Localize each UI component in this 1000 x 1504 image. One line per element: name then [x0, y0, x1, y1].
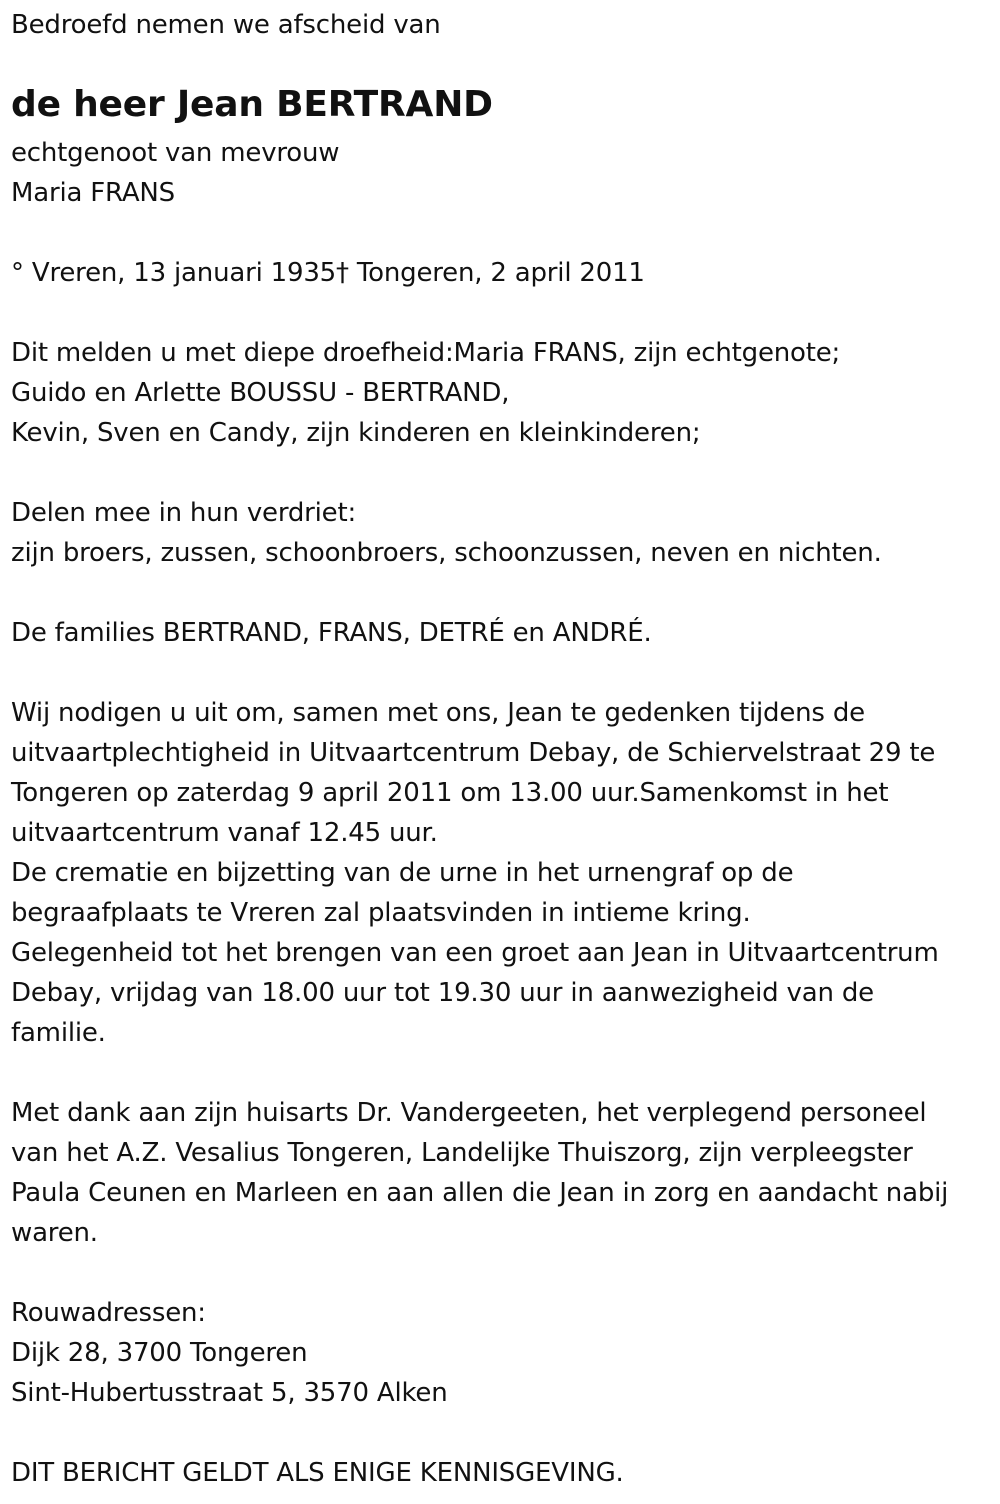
- sharing-line: zijn broers, zussen, schoonbroers, schoonzussen, neven en nichten.: [11, 538, 882, 568]
- family-block: [11, 333, 840, 453]
- addresses-block: [11, 1293, 448, 1413]
- ceremony-block: [11, 693, 939, 1053]
- ceremony-line: Gelegenheid tot het brengen van een groet aan Jean in Uitvaartcentrum: [11, 938, 939, 968]
- address-line: Dijk 28, 3700 Tongeren: [11, 1338, 308, 1368]
- ceremony-line: uitvaartplechtigheid in Uitvaartcentrum Debay, de Schiervelstraat 29 te: [11, 738, 936, 768]
- spouse-line: echtgenoot van mevrouw: [11, 138, 340, 168]
- birth-death-dates: ° Vreren, 13 januari 1935† Tongeren, 2 april 2011: [11, 258, 645, 288]
- ceremony-line: begraafplaats te Vreren zal plaatsvinden in intieme kring.: [11, 898, 751, 928]
- notice-text: DIT BERICHT GELDT ALS ENIGE KENNISGEVING.: [11, 1458, 624, 1488]
- thanks-line: van het A.Z. Vesalius Tongeren, Landelijke Thuiszorg, zijn verpleegster: [11, 1138, 913, 1168]
- family-line: Dit melden u met diepe droefheid:Maria FRANS, zijn echtgenote;: [11, 338, 841, 368]
- addresses-heading: Rouwadressen:: [11, 1298, 206, 1328]
- ceremony-line: Debay, vrijdag van 18.00 uur tot 19.30 uur in aanwezigheid van de: [11, 978, 874, 1008]
- deceased-name: de heer Jean BERTRAND: [11, 84, 493, 125]
- ceremony-line: Wij nodigen u uit om, samen met ons, Jean te gedenken tijdens de: [11, 698, 865, 728]
- thanks-line: waren.: [11, 1218, 98, 1248]
- family-line: Guido en Arlette BOUSSU - BERTRAND,: [11, 378, 510, 408]
- ceremony-line: De crematie en bijzetting van de urne in het urnengraf op de: [11, 858, 794, 888]
- sharing-block: [11, 493, 882, 573]
- thanks-block: [11, 1093, 948, 1253]
- thanks-line: Met dank aan zijn huisarts Dr. Vandergeeten, het verplegend personeel: [11, 1098, 927, 1128]
- dates-block: [11, 253, 645, 293]
- notice-block: [11, 1453, 624, 1493]
- sharing-line: Delen mee in hun verdriet:: [11, 498, 357, 528]
- spouse-block: [11, 133, 339, 213]
- thanks-line: Paula Ceunen en Marleen en aan allen die Jean in zorg en aandacht nabij: [11, 1178, 949, 1208]
- intro-text: Bedroefd nemen we afscheid van: [11, 10, 441, 40]
- families-line: De families BERTRAND, FRANS, DETRÉ en ANDRÉ.: [11, 618, 652, 648]
- ceremony-line: uitvaartcentrum vanaf 12.45 uur.: [11, 818, 438, 848]
- address-line: Sint-Hubertusstraat 5, 3570 Alken: [11, 1378, 448, 1408]
- families-block: [11, 613, 652, 653]
- family-line: Kevin, Sven en Candy, zijn kinderen en kleinkinderen;: [11, 418, 701, 448]
- ceremony-line: Tongeren op zaterdag 9 april 2011 om 13.00 uur.Samenkomst in het: [11, 778, 889, 808]
- ceremony-line: familie.: [11, 1018, 106, 1048]
- spouse-name: Maria FRANS: [11, 178, 175, 208]
